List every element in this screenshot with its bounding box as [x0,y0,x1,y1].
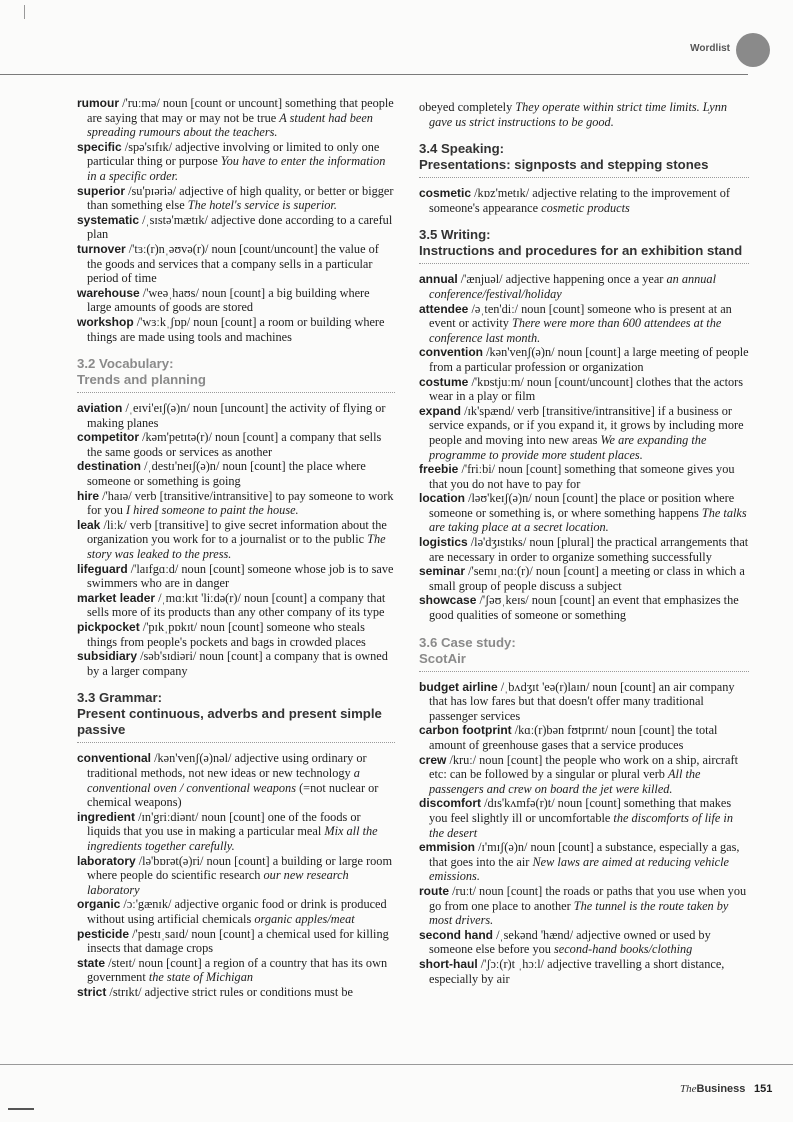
example: an annual conference/festival/holiday [429,272,716,301]
definition: /kɑː(r)bən fʊtprɪnt/ noun [count] the total amount of greenhouse gases that a service produces [429,723,718,752]
glossary-entry [77,591,395,620]
definition: /'laɪfgɑːd/ noun [count] someone whose job is to save swimmers who are in danger [87,561,394,591]
glossary-entry [419,680,749,724]
definition: /səb'sɪdiəri/ noun [count] a company that is owned by a larger company [87,649,388,678]
definition: /'pɪkˌpɒkɪt/ noun [count] someone who steals things from people's pockets and bags in crowded places [87,620,366,649]
definition: /'ænjuəl/ adjective happening once a year [460,272,664,287]
definition: /'haɪə/ verb [transitive/intransitive] to pay someone to work for you [87,488,394,518]
glossary-entry [77,897,395,926]
headword: short-haul [419,956,478,971]
glossary-entry [77,213,395,242]
headword: location [419,491,466,506]
headword: pickpocket [77,620,140,634]
glossary-entry [77,401,395,430]
example: The story was leaked to the press. [87,532,386,562]
headword: aviation [77,401,123,416]
example: our new research laboratory [87,868,349,897]
header-circle-marker [736,33,770,67]
section-heading [419,227,749,264]
definition: /ləʊ'keɪʃ(ə)n/ noun [count] the place or position where someone or something is, or where something happens [429,491,735,520]
headword: attendee [419,301,469,316]
glossary-entry [77,810,395,854]
definition: /'kɒstjuːm/ noun [count/uncount] clothes that the actors wear in a play or film [429,374,744,404]
definition: /ɪ'mɪʃ(ə)n/ noun [count] a substance, especially a gas, that goes into the air [429,840,740,869]
footer-rule [0,1064,793,1065]
definition: /'ʃəʊˌkeɪs/ noun [count] an event that emphasizes the good qualities of someone or something [429,593,739,623]
section-number: 3.2 Vocabulary: [77,356,174,372]
definition: /'ruːmə/ noun [count or uncount] something that people are saying that may or may not be true [87,96,394,125]
glossary-entry [77,956,395,985]
definition: /'pestɪˌsaɪd/ noun [count] a chemical used for killing insects that damage crops [87,926,389,956]
headword: conventional [77,751,152,766]
definition: /kən'venʃ(ə)n/ noun [count] a large meeting of people from a particular profession or organization [429,345,749,374]
glossary-entry [77,985,395,1000]
glossary-entry [419,404,749,462]
glossary-entry [77,562,395,591]
definition: /kruː/ noun [count] the people who work on a ship, aircraft etc: can be followed by a singular or plural verb [429,752,738,782]
definition: /əˌten'diː/ noun [count] someone who is present at an event or activity [429,301,732,331]
definition: /kəm'petɪtə(r)/ noun [count] a company that sells the same goods or services as another [87,430,382,459]
headword: market leader [77,590,156,605]
glossary-entry [419,375,749,404]
example: the discomforts of life in the desert [429,810,733,840]
example: The hotel's service is superior. [187,198,337,213]
definition: /ˌmɑːkɪt 'liːdə(r)/ noun [count] a company that sells more of its products than any other company of its type [87,590,386,620]
headword: rumour [77,96,119,110]
crop-mark [24,5,25,19]
glossary-entry [77,489,395,518]
headword: showcase [419,593,477,608]
example: Mix all the ingredients together carefully. [87,824,378,853]
glossary-entry [419,272,749,301]
section-title: Presentations: signposts and stepping stones [419,157,709,173]
headword: hire [77,488,100,503]
glossary-entry [77,315,395,344]
definition: /ˌbʌdʒɪt 'eə(r)laɪn/ noun [count] an air company that has low fares but that doesn't offer many traditional passenger services [429,679,735,723]
headword: organic [77,897,121,912]
section-title: Trends and planning [77,372,206,388]
section-heading [419,141,749,178]
glossary-entry [77,242,395,286]
glossary-entry [419,957,749,986]
example: A student had been spreading rumours about the teachers. [87,110,373,140]
running-header-label: Wordlist [690,43,730,54]
example: second-hand books/clothing [553,942,693,957]
headword: cosmetic [419,186,472,201]
definition: /steɪt/ noun [count] a region of a country that has its own government [87,955,388,985]
headword: route [419,883,449,898]
glossary-entry [77,184,395,213]
glossary-entry [77,620,395,649]
headword: subsidiary [77,649,138,664]
glossary-entry [419,928,749,957]
headword: second hand [419,927,494,942]
definition: /ruːt/ noun [count] the roads or paths that you use when you go from one place to another [429,883,747,913]
definition: /liːk/ verb [transitive] to give secret information about the organization you work for to a journalist or to the public [87,517,387,547]
brand-logo: TheBusiness [680,1083,746,1095]
headword: warehouse [77,285,140,300]
definition: /ɪn'griːdiənt/ noun [count] one of the foods or liquids that you use in making a particular meal [87,809,361,839]
definition: /ˌeɪvi'eɪʃ(ə)n/ noun [uncount] the activity of flying or making planes [87,401,386,430]
glossary-entry [419,491,749,535]
example: The talks are taking place at a secret location. [429,505,747,535]
headword: carbon footprint [419,723,512,738]
example: organic apples/meat [254,911,355,926]
headword: pesticide [77,926,130,941]
glossary-entry [77,459,395,488]
glossary-entry [419,302,749,346]
headword: expand [419,403,462,418]
definition: /'weəˌhaʊs/ noun [count] a big building where large amounts of goods are stored [87,285,370,315]
headword: specific [77,139,122,154]
definition: /lə'dʒɪstɪks/ noun [plural] the practical arrangements that are necessary in order to organize something successfully [429,535,749,564]
headword: leak [77,517,101,532]
section-number: 3.3 Grammar: [77,690,163,706]
glossary-entry [77,927,395,956]
definition: /ˌsɪstə'mætɪk/ adjective done according to a careful plan [87,212,393,242]
section-heading [419,635,749,672]
glossary-entry [419,593,749,622]
headword: budget airline [419,679,498,694]
example: We are expanding the programme to provide more student places. [429,432,707,462]
glossary-entry [419,186,749,215]
definition: /lə'bɒrət(ə)ri/ noun [count] a building or large room where people do scientific research [87,853,393,883]
definition: obeyed completely [419,100,513,114]
headword: convention [419,345,484,360]
headword: superior [77,183,126,198]
glossary-entry [77,96,395,140]
glossary-entry [419,840,749,884]
glossary-entry [77,140,395,184]
section-title: ScotAir [419,650,466,666]
glossary-entry [419,345,749,374]
section-number: 3.4 Speaking: [419,141,505,157]
glossary-entry [77,854,395,898]
definition: /spə'sɪfɪk/ adjective involving or limited to only one particular thing or purpose [87,139,380,169]
crop-mark-bottom [8,1108,34,1110]
glossary-entry [419,796,749,840]
example: New laws are aimed at reducing vehicle emissions. [429,854,729,884]
headword: seminar [419,564,466,579]
headword: discomfort [419,796,482,811]
example: I hired someone to paint the house. [125,503,299,518]
glossary-entry [419,753,749,797]
headword: state [77,955,106,970]
definition: /ɪk'spænd/ verb [transitive/intransitive] if a business or service expands, or if you expand it, it grows by including more people and moving into new areas [429,403,744,447]
left-column [77,96,395,999]
headword: workshop [77,314,134,329]
glossary-entry [77,751,395,809]
section-number: 3.6 Case study: [419,634,516,650]
glossary-entry [77,286,395,315]
definition: /kɒz'metɪk/ adjective relating to the improvement of someone's appearance [429,186,730,215]
glossary-entry [419,462,749,491]
headword: logistics [419,535,468,550]
glossary-entry [77,518,395,562]
definition: /ɔː'gænɪk/ adjective organic food or drink is produced without using artificial chemicals [87,897,387,926]
definition: /ˌdestɪ'neɪʃ(ə)n/ noun [count] the place where someone or something is going [87,459,366,489]
definition: /'semɪˌnɑː(r)/ noun [count] a meeting or class in which a small group of people discuss a subject [429,564,745,593]
headword: laboratory [77,853,136,868]
definition: /kən'venʃ(ə)nəl/ adjective using ordinary or traditional methods, not new ideas or new technology [87,751,367,780]
glossary-entry [419,884,749,928]
glossary-entry [419,535,749,564]
definition: /'ʃɔː(r)t ˌhɔːl/ adjective travelling a short distance, especially by air [429,956,725,986]
glossary-entry [419,564,749,593]
headword: turnover [77,241,126,256]
headword: costume [419,374,469,389]
section-number: 3.5 Writing: [419,227,491,243]
headword: ingredient [77,809,136,824]
headword: emmision [419,840,476,855]
headword: crew [419,752,447,767]
definition: /'wɜːkˌʃɒp/ noun [count] a room or building where things are made using tools and machines [87,314,385,344]
page-number: 151 [754,1083,773,1095]
headword: strict [77,984,107,999]
definition: /'tɜː(r)nˌəʊvə(r)/ noun [count/uncount] the value of the goods and services that a company sells in a particular period of time [87,241,379,286]
entry-continuation [419,100,749,129]
definition: /'friːbi/ noun [count] something that someone gives you that you do not have to pay for [429,462,735,491]
definition: /ˌsekənd 'hænd/ adjective owned or used by someone else before you [429,927,711,957]
glossary-entry [77,430,395,459]
example: cosmetic products [541,200,630,215]
headword: destination [77,459,142,474]
section-title: Instructions and procedures for an exhibition stand [419,243,743,259]
definition: /strɪkt/ adjective strict rules or conditions must be [109,984,353,999]
headword: systematic [77,212,140,227]
example: There were more than 600 attendees at the conference last month. [429,316,722,345]
glossary-entry [77,649,395,678]
example: the state of Michigan [148,970,253,985]
section-heading [77,690,395,743]
definition: /su'pɪəriə/ adjective of high quality, or better or bigger than something else [87,183,394,213]
glossary-entry [419,723,749,752]
headword: freebie [419,462,459,477]
definition: /dɪs'kʌmfə(r)t/ noun [count] something that makes you feel slightly ill or uncomfortable [429,796,732,825]
note: (=not nuclear or chemical weapons) [87,780,379,810]
headword: lifeguard [77,561,128,576]
example: You have to enter the information in a specific order. [87,154,386,183]
example: All the passengers and crew on board the jet were killed. [429,767,701,796]
headword: competitor [77,430,140,445]
example: They operate within strict time limits. Lynn gave us strict instructions to be good. [429,100,728,129]
example: The tunnel is the route taken by most drivers. [429,898,729,928]
section-title: Present continuous, adverbs and present simple passive [77,706,382,738]
header-rule [0,74,748,75]
headword: annual [419,272,458,287]
example: a conventional oven / conventional weapons [87,765,360,795]
right-column [419,100,749,986]
section-heading [77,356,395,393]
